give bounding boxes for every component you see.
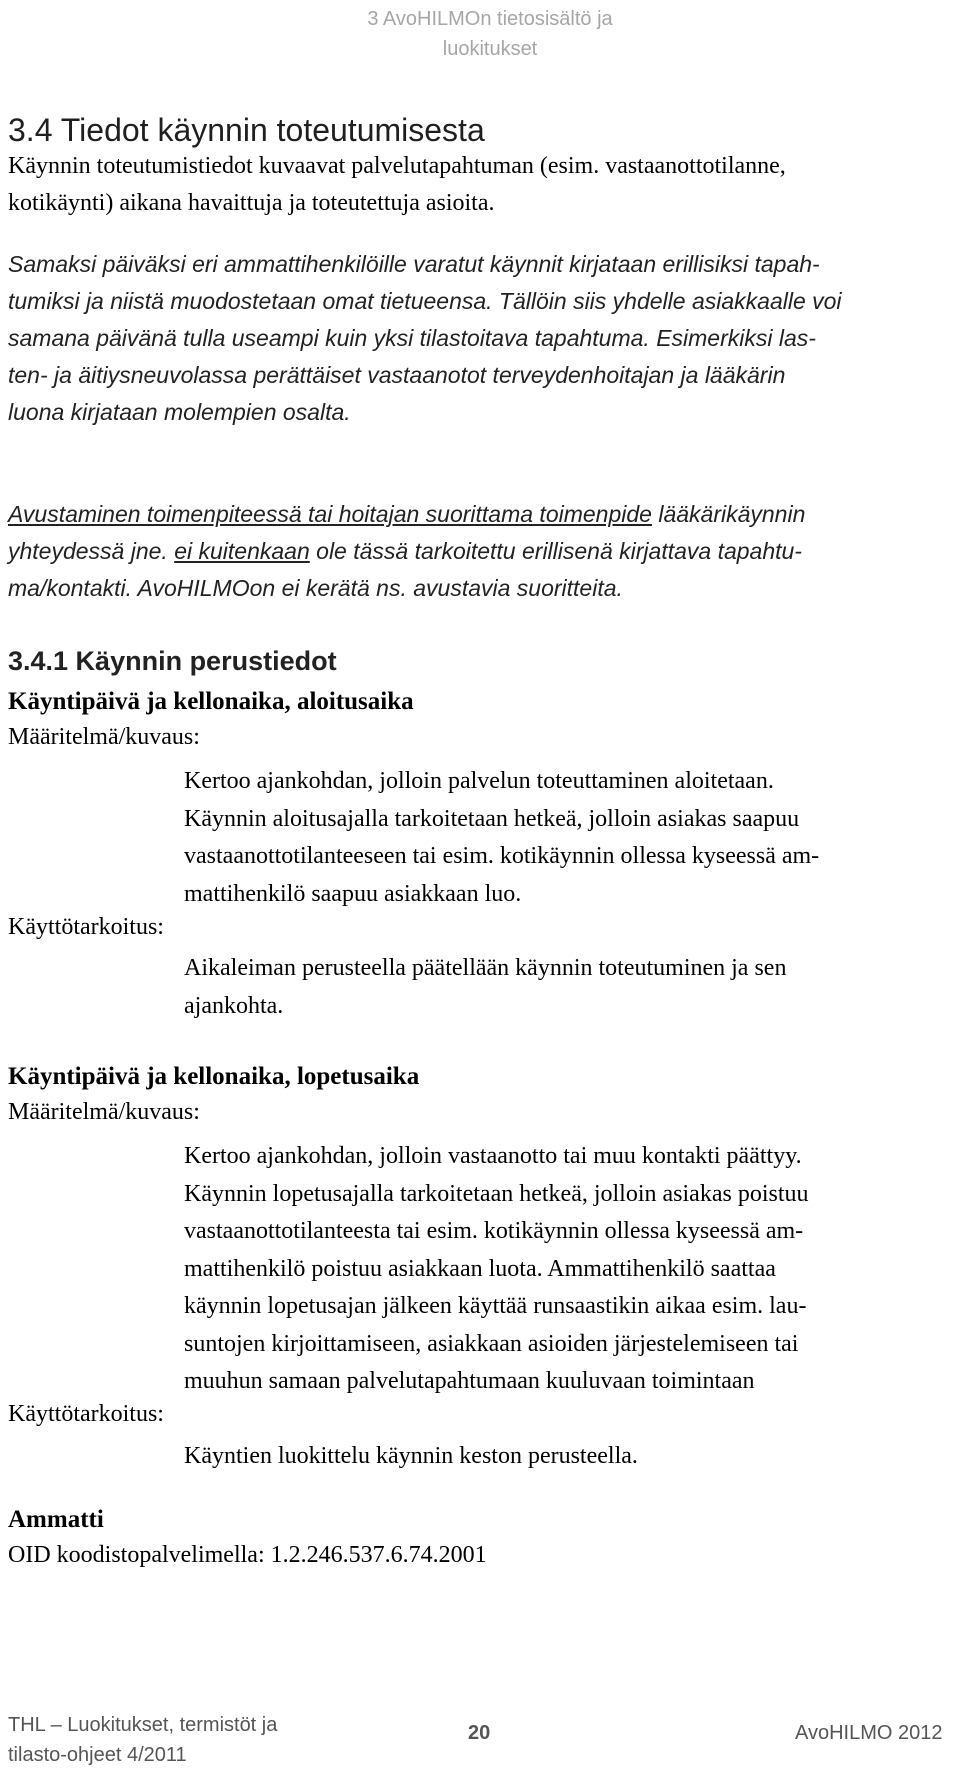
footer-publisher	[8, 1710, 277, 1770]
note-paragraph-1	[8, 246, 956, 431]
purpose-label-2: Käyttötarkoitus:	[8, 1401, 164, 1427]
intro-line-2: kotikäynti) aikana havaittuja ja toteutettuja asioita.	[8, 190, 495, 216]
note2-line2-b: ole tässä tarkoitettu erillisenä kirjattava tapahtu-	[309, 538, 802, 564]
definition-1-line-3: vastaanottotilanteeseen tai esim. kotikäynnin ollessa kyseessä am-	[184, 843, 820, 869]
page-number: 20	[468, 1722, 491, 1744]
definition-2-line-2: Käynnin lopetusajalla tarkoitetaan hetkeä, jolloin asiakas poistuu	[184, 1180, 809, 1207]
purpose-text-1	[184, 950, 956, 1025]
section-heading: 3.4 Tiedot käynnin toteutumisesta	[8, 112, 485, 148]
purpose-2-line-1: Käyntien luokittelu käynnin keston perusteella.	[184, 1443, 638, 1469]
field-title-aloitusaika: Käyntipäivä ja kellonaika, aloitusaika	[8, 688, 414, 715]
definition-2-line-5: käynnin lopetusajan jälkeen käyttää runsaastikin aikaa esim. lau-	[184, 1293, 807, 1319]
subsection-heading: 3.4.1 Käynnin perustiedot	[8, 646, 337, 676]
note1-line-3: samana päivänä tulla useampi kuin yksi tilastoitava tapahtuma. Esimerkiksi las-	[8, 325, 816, 351]
note2-line-2	[8, 533, 956, 570]
definition-label-1: Määritelmä/kuvaus:	[8, 724, 200, 750]
definition-2-line-1: Kertoo ajankohdan, jolloin vastaanotto tai muu kontakti päättyy.	[184, 1143, 802, 1169]
note2-line-3: ma/kontakti. AvoHILMOon ei kerätä ns. avustavia suoritteita.	[8, 575, 623, 601]
footer-left-line-2: tilasto-ohjeet 4/2011	[8, 1744, 187, 1766]
note1-line-5: luona kirjataan molempien osalta.	[8, 399, 351, 425]
definition-2-line-7: muuhun samaan palvelutapahtumaan kuuluvaan toimintaan	[184, 1368, 755, 1394]
definition-text-1	[184, 763, 956, 913]
definition-text-2	[184, 1138, 956, 1401]
intro-paragraph	[8, 148, 956, 222]
note2-underlined-1: Avustaminen toimenpiteessä tai hoitajan suorittama toimenpide	[8, 501, 652, 527]
field-title-lopetusaika: Käyntipäivä ja kellonaika, lopetusaika	[8, 1063, 420, 1090]
definition-1-line-1: Kertoo ajankohdan, jolloin palvelun toteuttaminen aloitetaan.	[184, 768, 774, 794]
note-paragraph-2	[8, 496, 956, 607]
definition-2-line-3: vastaanottotilanteesta tai esim. kotikäynnin ollessa kyseessä am-	[184, 1218, 804, 1244]
note2-line1-rest: lääkärikäynnin	[651, 501, 806, 527]
purpose-label-1: Käyttötarkoitus:	[8, 914, 164, 940]
footer-document-name: AvoHILMO 2012	[795, 1722, 943, 1744]
note2-underlined-2: ei kuitenkaan	[174, 538, 310, 564]
footer-left-line-1: THL – Luokitukset, termistöt ja	[8, 1714, 278, 1736]
purpose-1-line-2: ajankohta.	[184, 992, 284, 1019]
definition-1-line-4: mattihenkilö saapuu asiakkaan luo.	[184, 880, 522, 907]
purpose-text-2	[184, 1438, 956, 1476]
running-header-line-1: 3 AvoHILMOn tietosisältö ja	[367, 8, 613, 30]
note2-line-1	[8, 496, 956, 533]
running-header-line-2: luokitukset	[442, 38, 538, 60]
definition-2-line-6: suntojen kirjoittamiseen, asiakkaan asioiden järjestelemiseen tai	[184, 1330, 799, 1357]
oid-line: OID koodistopalvelimella: 1.2.246.537.6.74.2001	[8, 1542, 487, 1568]
intro-line-1: Käynnin toteutumistiedot kuvaavat palvelutapahtuman (esim. vastaanottotilanne,	[8, 153, 786, 179]
definition-label-2: Määritelmä/kuvaus:	[8, 1099, 200, 1125]
note1-line-2: tumiksi ja niistä muodostetaan omat tietueensa. Tällöin siis yhdelle asiakkaalle voi	[8, 288, 842, 314]
note2-line2-a: yhteydessä jne.	[8, 538, 175, 564]
definition-2-line-4: mattihenkilö poistuu asiakkaan luota. Ammattihenkilö saattaa	[184, 1255, 776, 1282]
definition-1-line-2: Käynnin aloitusajalla tarkoitetaan hetkeä, jolloin asiakas saapuu	[184, 805, 800, 832]
ammatti-title: Ammatti	[8, 1506, 104, 1533]
note1-line-4: ten- ja äitiysneuvolassa perättäiset vastaanotot terveydenhoitajan ja lääkärin	[8, 362, 786, 388]
purpose-1-line-1: Aikaleiman perusteella päätellään käynnin toteutuminen ja sen	[184, 955, 787, 981]
note1-line-1: Samaksi päiväksi eri ammattihenkilöille varatut käynnit kirjataan erillisiksi tapah-	[8, 251, 820, 277]
running-header	[300, 4, 680, 64]
